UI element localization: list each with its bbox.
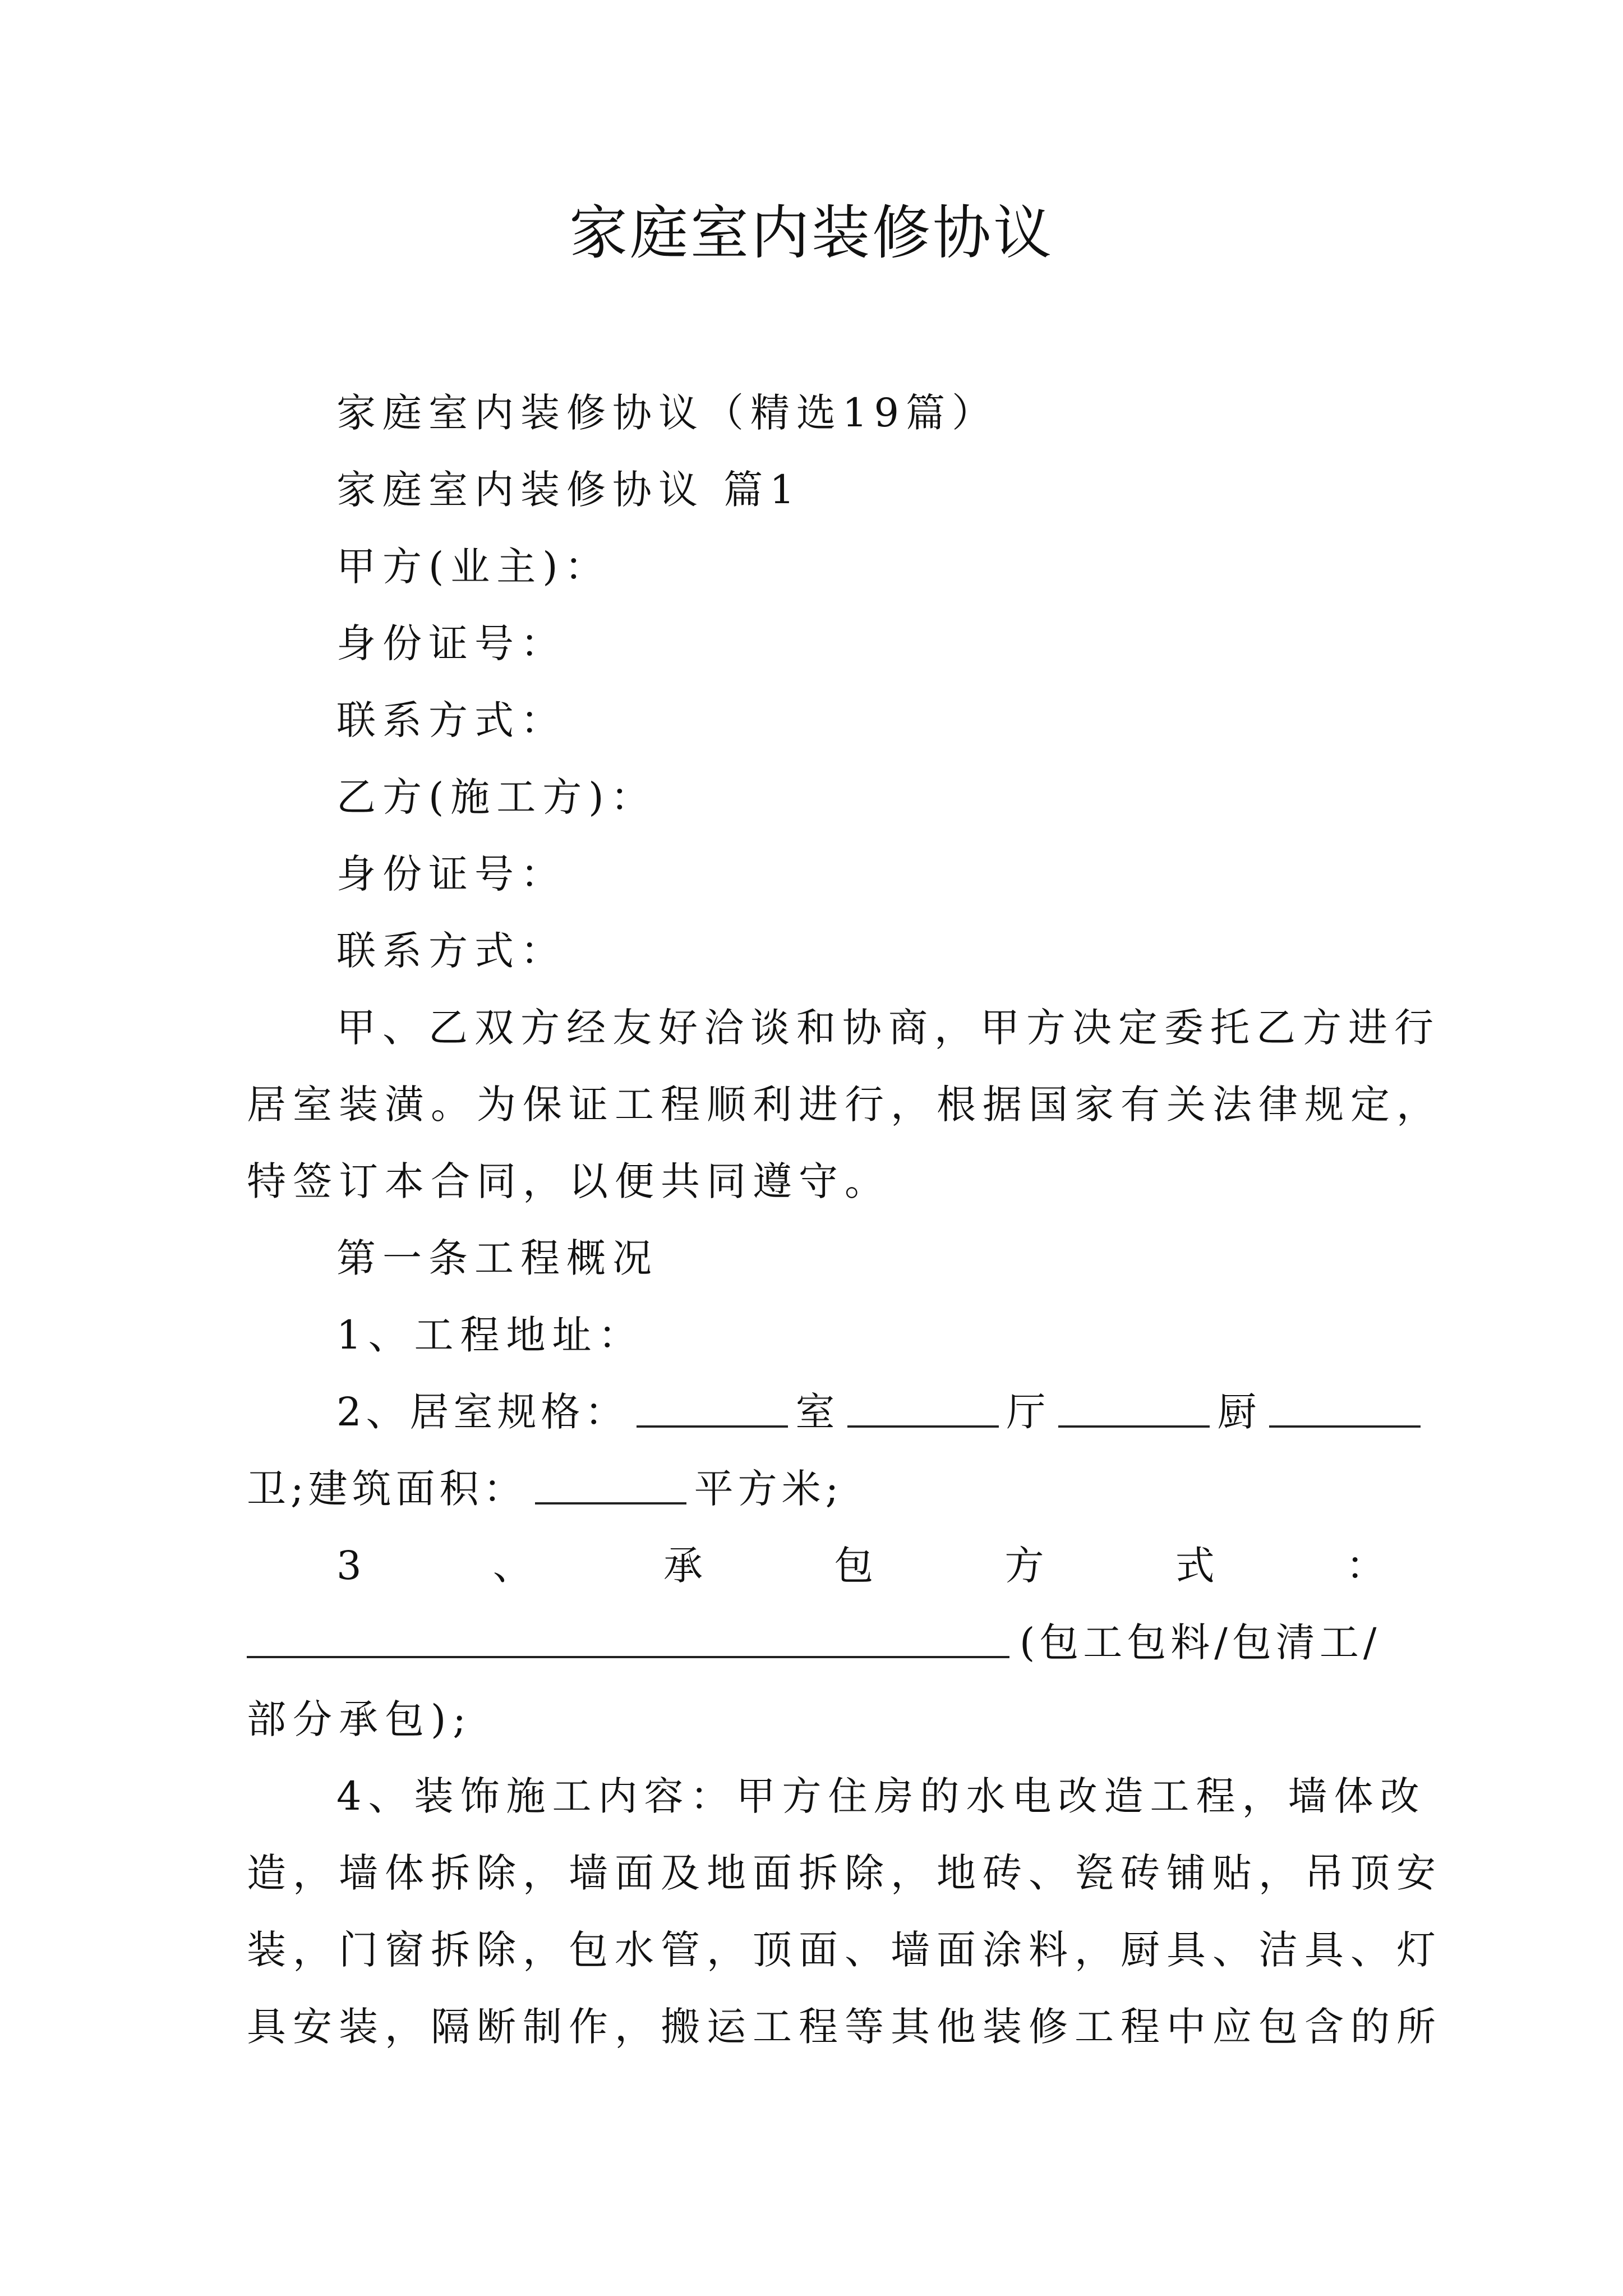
item-4-line-1: 4、装饰施工内容：甲方住房的水电改造工程，墙体改 — [336, 1773, 1426, 1819]
item-2-layout — [336, 1384, 1421, 1440]
contract-mode-options: (包工包料/包清工/ — [1020, 1619, 1381, 1665]
halls-blank — [847, 1384, 999, 1428]
section-1-heading: 第一条工程概况 — [336, 1235, 658, 1281]
item-2-area — [247, 1461, 843, 1517]
party-a-label: 甲方(业主)： — [336, 544, 611, 590]
item-3-char: 承 — [663, 1543, 703, 1589]
preamble-line-3: 特签订本合同，以便共同遵守。 — [247, 1158, 891, 1204]
area-blank — [535, 1461, 686, 1504]
halls-unit: 厅 — [1006, 1389, 1050, 1435]
rooms-blank — [637, 1384, 788, 1428]
rooms-unit: 室 — [795, 1389, 840, 1435]
party-b-label: 乙方(施工方)： — [336, 774, 657, 820]
item-2-label: 2、居室规格： — [336, 1389, 629, 1435]
preamble-line-1: 甲、乙双方经友好洽谈和协商，甲方决定委托乙方进行 — [336, 1005, 1440, 1051]
bathrooms-area-label: 卫;建筑面积： — [247, 1466, 527, 1512]
party-b-contact-label: 联系方式： — [336, 928, 566, 974]
item-4-line-4: 具安装，隔断制作，搬运工程等其他装修工程中应包含的所 — [247, 2004, 1442, 2050]
item-3-char: 3 — [336, 1543, 362, 1589]
item-3-end: 部分承包); — [247, 1696, 473, 1742]
preamble-line-2: 居室装潢。为保证工程顺利进行，根据国家有关法律规定， — [247, 1082, 1442, 1128]
party-a-id-label: 身份证号： — [336, 620, 566, 666]
item-3-char: 、 — [492, 1543, 532, 1589]
item-3-char: 式 — [1175, 1543, 1215, 1589]
item-3-options — [247, 1614, 1381, 1671]
party-b-id-label: 身份证号： — [336, 851, 566, 897]
item-3-char: 方 — [1004, 1543, 1044, 1589]
item-3-heading — [336, 1538, 1385, 1594]
collection-heading: 家庭室内装修协议（精选19篇） — [336, 390, 998, 436]
kitchens-unit: 厨 — [1217, 1389, 1261, 1435]
item-1-address: 1、工程地址： — [336, 1312, 644, 1358]
bathrooms-blank — [1269, 1384, 1421, 1428]
item-4-line-2: 造，墙体拆除，墙面及地面拆除，地砖、瓷砖铺贴，吊顶安 — [247, 1850, 1442, 1896]
article-heading: 家庭室内装修协议 篇1 — [336, 467, 801, 513]
item-3-char: 包 — [834, 1543, 874, 1589]
area-unit: 平方米; — [694, 1466, 843, 1512]
item-4-line-3: 装，门窗拆除，包水管，顶面、墙面涂料，厨具、洁具、灯 — [247, 1927, 1442, 1973]
contract-mode-blank — [247, 1614, 1009, 1658]
kitchens-blank — [1058, 1384, 1210, 1428]
document-title: 家庭室内装修协议 — [569, 199, 1054, 267]
item-3-char: ： — [1345, 1543, 1385, 1589]
party-a-contact-label: 联系方式： — [336, 697, 566, 743]
